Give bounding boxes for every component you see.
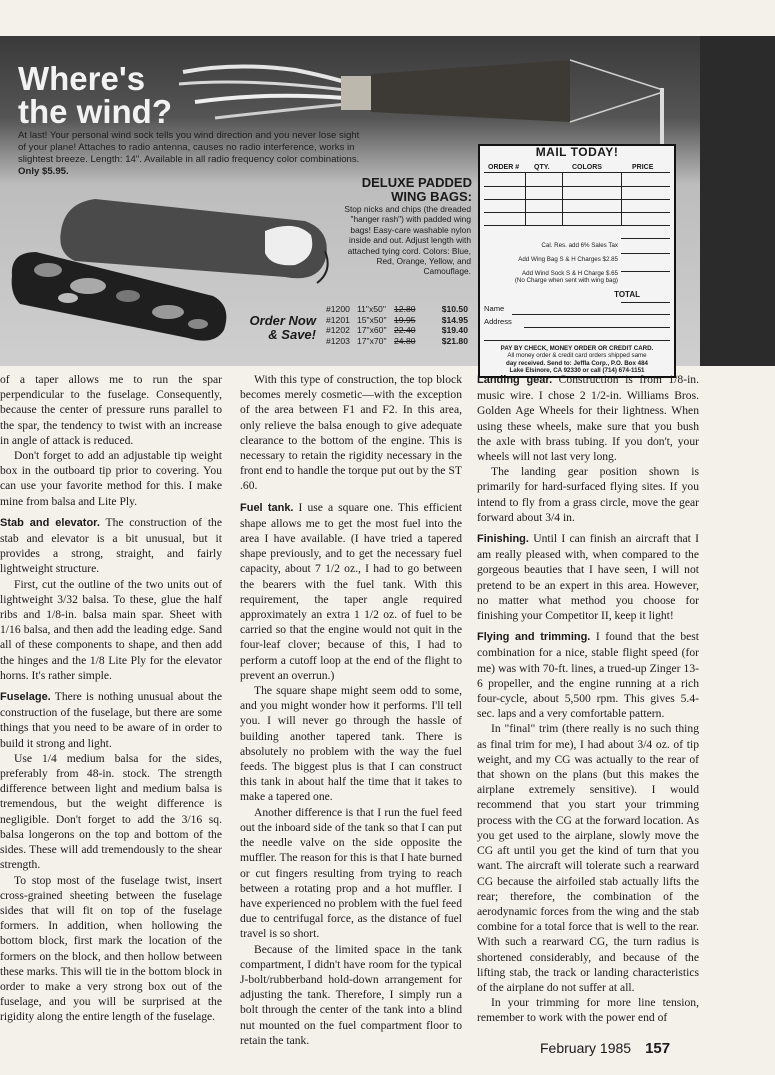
form-title: MAIL TODAY!: [535, 145, 619, 159]
col-header-price: PRICE: [632, 164, 654, 171]
price-row: #1203 17"x70" 24.80 $21.80: [326, 335, 468, 346]
wind-sock-icon: [175, 52, 675, 132]
ad-intro-text: At last! Your personal wind sock tells you wind direction and you never lose sight of your plane! Attaches to radio antenna, causes no radio interference, works in slightest breeze. Length: 14". Available in all radio frequency color combinations. Only $5.95.: [18, 130, 360, 177]
paragraph: Landing gear. Construction is from 1/8-in. music wire. I chose 2 1/2-in. Williams Bros. Golden Age Wheels for their lightness. When using these wheels, make sure that you bush the axle with brass tubing. If you don't, your wheels will not last very long.: [477, 373, 699, 464]
section-heading: Fuselage.: [0, 691, 51, 704]
paragraph: Because of the limited space in the tank compartment, I didn't have room for the typical J-bolt/rubberband hold-down arrangement for adjusting the tank. Therefore, I simply run a bolt through the center of the tank into a blind nut mounted on the fuel compartment floor to retain the tank.: [240, 942, 462, 1047]
wing-bag-camouflage-image: [8, 246, 233, 346]
paragraph: In "final" trim (there really is no such thing as final trim for me), I had about 3/4 oz. of tip weight, and my CG was actually to the rear of that shown on the plans (but this makes the airplane extremely sensitive). I would recommend that you start your trimming process with the CG at the forward location. As you get used to the airplane, slowly move the CG aft until you get the kind of turn that you want. The aircraft will tolerate such a rearward CG because the airfoiled stab actually lifts the rear; therefore, the combination of the aerodynamic forces from the wing and the stab combine for a total force that is well to the rear. With such a rearward CG, the turn radius is shortened considerably, and because of the lifting stab, the track or landing characteristics of the airplane do not suffer at all.: [477, 722, 699, 994]
section-heading: Landing gear.: [477, 374, 553, 386]
paragraph: Flying and trimming. I found that the best combination for a nice, stable flight speed (for me) was with 70-ft. lines, a trued-up Zinger 13-6 propeller, and the engine running at a rich four-cycle, about 5,500 rpm. This gives 5.4-sec. laps and a very comfortable pattern.: [477, 630, 699, 721]
advertisement: [0, 36, 775, 375]
paragraph: First, cut the outline of the two units out of lightweight 3/32 balsa. To these, glue the half ribs and 1/8-in. balsa main spar. Sheet with 1/16 balsa, and then add the leading edge. Sand all of these components to shape, and then add the hinges and the 1/8 Lite Ply for the elevator horns. It's rather simple.: [0, 577, 222, 682]
tax-note: Cal. Res. add 6% Sales Tax: [541, 242, 618, 249]
wing-bag-shipping-note: Add Wing Bag S & H Charges $2.85: [518, 256, 618, 263]
payment-instructions: PAY BY CHECK, MONEY ORDER OR CREDIT CARD. All money order & credit card orders shipped same day received. Send to: Jeffla Corp., P.O. Box 484 Lake Elsinore, CA 92330 or call (714) 674-1151: [500, 345, 654, 375]
col-header-colors: COLORS: [572, 164, 602, 171]
price-row: #1200 11"x50" 12.80 $10.50: [326, 304, 468, 314]
price-table: [326, 304, 472, 346]
article-column-3: [477, 372, 699, 1026]
paragraph: Use 1/4 medium balsa for the sides, preferably from 48-in. stock. The strength difference between light and medium balsa is tremendous, but the weight difference is negligible. Don't forget to add the 3/16 sq. balsa longerons on the top and bottom of the sides. These will add tremendously to the shear strength.: [0, 751, 222, 872]
paragraph: To stop most of the fuselage twist, insert cross-grained sheeting between the fuselage sides that will fit on top of the fuselage formers. In addition, when hollowing the bottom block, first mark the location of the formers on the block, and then hollow between these marks. This will tie in the bottom block in order to make a very strong box out of the fuselage, and you will be surprised at the rigidity along the entire length of the fuselage.: [0, 873, 222, 1024]
name-field[interactable]: [512, 314, 670, 315]
price-row: #1201 15"x50" 19.95 $14.95: [326, 314, 468, 325]
total-field[interactable]: [621, 302, 670, 303]
paragraph: of a taper allows me to run the spar perpendicular to the fuselage. Consequently, because the center of pressure runs parallel to the spar, the tendency to twist with an increase in angle of attack is reduced.: [0, 373, 222, 447]
ad-title: Where's the wind?: [18, 60, 172, 130]
section-heading: Stab and elevator.: [0, 516, 100, 529]
article-column-1: [0, 372, 222, 1025]
total-label: TOTAL: [614, 290, 640, 299]
page-number: 157: [645, 1040, 671, 1057]
mail-order-form: [478, 144, 676, 378]
col-header-qty: QTY.: [534, 164, 550, 171]
paragraph: In your trimming for more line tension, remember to work with the power end of: [477, 996, 699, 1025]
paragraph: Finishing. Until I can finish an aircraft that I am really pleased with, when compared to the gorgeous beauties that I have seen, I will not pretend to be an expert in this area. However, no matter what method you choose for finishing your Competitor II, keep it light!: [477, 532, 699, 623]
wing-bags-description: Stop nicks and chips (the dreaded "hanger rash") with padded wing bags! Easy-care washable nylon inside and out. Adjust length with attached tying cord. Colors: Blue, Red, Orange, Yellow, and Camouflage.: [344, 204, 471, 277]
address-field[interactable]: [524, 327, 670, 328]
paragraph: Stab and elevator. The construction of the stab and elevator is a bit unusual, but it provides a strong, straight, and fairly lightweight structure.: [0, 515, 222, 576]
paragraph: The square shape might seem odd to some, and you might wonder how it performs. I'll tell you. I will never go through the hassle of building another tapered tank. There is absolutely no problem with the way the fuel feeds. The biggest plus is that I can construct this tank in about half the time that it takes to make a tapered one.: [240, 684, 462, 804]
issue-date: February 1985: [540, 1040, 632, 1056]
section-heading: Fuel tank.: [240, 501, 294, 514]
paragraph: With this type of construction, the top block becomes merely cosmetic—with the exception of the area between F1 and F2. In this area, only relieve the balsa enough to give adequate clearance to the bottom of the engine. This is necessary to retain the rigidity necessary in the front end to handle the torque put out by the ST .60.: [240, 373, 462, 493]
paragraph: Fuselage. There is nothing unusual about the construction of the fuselage, but there are some things that you need to be aware of in order to build it strong and light.: [0, 690, 222, 750]
order-now-slogan: Order Now & Save!: [249, 313, 316, 342]
paragraph: Don't forget to add an adjustable tip weight box in the outboard tip prior to covering. You can use your favorite method for this. I make mine from balsa and Lite Ply.: [0, 449, 222, 508]
paragraph: Fuel tank. I use a square one. This efficient shape allows me to get the most fuel into the area I have available. (I have tried a tapered shape previously, and to get the necessary fuel capacity, about 7 1/2 oz., I had to go between the bearers with the fuel tank. With this requirement, the taper angle required approximately an extra 1 1/2 oz. of fuel to be carried so that the engine would not quit in the four-leaf clover; because of this, I had to perform a cutoff loop at the end of the flight to prevent an overrun.): [240, 500, 462, 682]
wing-bags-title: DELUXE PADDED WING BAGS:: [361, 175, 472, 204]
article-column-2: [240, 372, 462, 1048]
paragraph: Another difference is that I run the fuel feed out the inboard side of the tank so that I can put the needle valve on the side opposite the muffler. The reason for this is that I hate burned or cut fingers resulting from trying to reach between a rotating prop and a hot muffler. I have experienced no problem with the fuel feed due to centrifugal force, as the distance of fuel travel is so short.: [240, 805, 462, 941]
wind-sock-shipping-note: Add Wind Sock S & H Charge $.65 (No Charge when sent with wing bag): [514, 270, 618, 284]
page-footer: [540, 1040, 670, 1057]
address-label: Address: [484, 317, 512, 326]
price-row: #1202 17"x60" 22.40 $19.40: [326, 325, 468, 335]
address-field-line2[interactable]: [484, 340, 670, 341]
section-heading: Flying and trimming.: [477, 631, 591, 644]
col-header-order: ORDER #: [488, 164, 520, 171]
name-label: Name: [484, 304, 505, 313]
paragraph: The landing gear position shown is primarily for hard-surfaced flying sites. If you intend to fly from a grass circle, move the gear forward about 3/4 in.: [477, 465, 699, 524]
section-heading: Finishing.: [477, 533, 529, 546]
